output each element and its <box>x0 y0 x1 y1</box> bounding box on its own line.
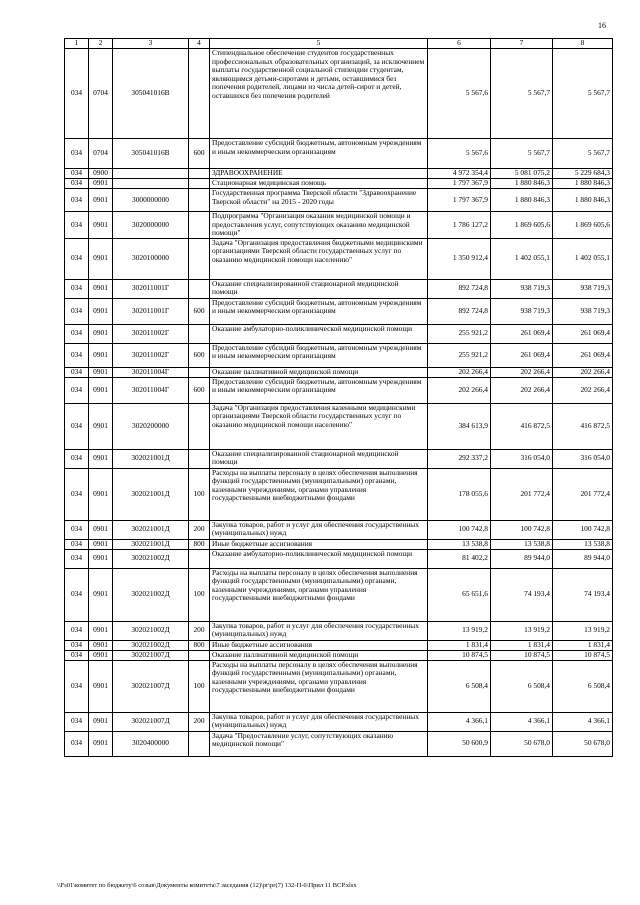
code-cell: 0901 <box>89 520 113 539</box>
amount-cell: 292 337,2 <box>428 449 491 468</box>
code-cell: 0901 <box>89 279 113 298</box>
name-cell: Оказание амбулаторно-поликлинической медицинской помощи <box>210 324 428 343</box>
code-cell: 034 <box>65 324 89 343</box>
amount-cell: 100 742,8 <box>428 520 491 539</box>
code-cell: 302021007Д <box>113 660 189 712</box>
table-row <box>65 650 613 660</box>
name-cell: Оказание специализированной стационарной медицинской помощи <box>210 449 428 468</box>
code-cell: 034 <box>65 568 89 621</box>
code-cell: 0901 <box>89 568 113 621</box>
code-cell <box>189 731 210 756</box>
code-cell: 302021007Д <box>113 712 189 731</box>
code-cell: 800 <box>189 640 210 650</box>
amount-cell: 13 919,2 <box>491 621 553 640</box>
code-cell <box>189 324 210 343</box>
table-row <box>65 621 613 640</box>
code-cell: 100 <box>189 568 210 621</box>
amount-cell: 892 724,8 <box>428 298 491 324</box>
code-cell: 034 <box>65 403 89 449</box>
code-cell: 0704 <box>89 49 113 139</box>
name-cell: Государственная программа Тверской области "Здравоохранение Тверской области" на 2015 - 2020 годы <box>210 189 428 212</box>
table-row <box>65 660 613 712</box>
code-cell: 0901 <box>89 539 113 549</box>
page-number: 16 <box>598 21 606 30</box>
amount-cell: 5 567,6 <box>428 49 491 139</box>
name-cell: Закупка товаров, работ и услуг для обеспечения государственных (муниципальных) нужд <box>210 712 428 731</box>
code-cell: 305041016В <box>113 49 189 139</box>
amount-cell: 5 567,7 <box>553 49 613 139</box>
amount-cell: 938 719,3 <box>491 279 553 298</box>
code-cell: 0901 <box>89 640 113 650</box>
code-cell <box>189 650 210 660</box>
code-cell: 302021002Д <box>113 621 189 640</box>
amount-cell: 892 724,8 <box>428 279 491 298</box>
name-cell: Оказание паллиативной медицинской помощи <box>210 367 428 377</box>
header-cell: 8 <box>553 39 613 49</box>
table-row <box>65 169 613 179</box>
code-cell: 0901 <box>89 324 113 343</box>
code-cell: 0704 <box>89 139 113 169</box>
code-cell: 034 <box>65 621 89 640</box>
code-cell: 0901 <box>89 179 113 189</box>
amount-cell: 10 874,5 <box>491 650 553 660</box>
amount-cell: 261 069,4 <box>553 343 613 367</box>
code-cell: 305041016В <box>113 139 189 169</box>
code-cell: 600 <box>189 298 210 324</box>
code-cell: 0901 <box>89 549 113 568</box>
amount-cell: 65 651,6 <box>428 568 491 621</box>
amount-cell: 938 719,3 <box>553 279 613 298</box>
code-cell <box>189 212 210 239</box>
header-cell: 2 <box>89 39 113 49</box>
amount-cell: 261 069,4 <box>491 343 553 367</box>
code-cell: 302011004Г <box>113 367 189 377</box>
code-cell: 0901 <box>89 712 113 731</box>
code-cell: 034 <box>65 49 89 139</box>
name-cell: Оказание паллиативной медицинской помощи <box>210 650 428 660</box>
amount-cell: 4 366,1 <box>553 712 613 731</box>
amount-cell: 5 081 075,2 <box>491 169 553 179</box>
code-cell: 034 <box>65 549 89 568</box>
code-cell: 034 <box>65 298 89 324</box>
header-cell: 7 <box>491 39 553 49</box>
amount-cell: 74 193,4 <box>491 568 553 621</box>
amount-cell: 5 567,7 <box>491 139 553 169</box>
amount-cell: 202 266,4 <box>491 367 553 377</box>
code-cell <box>189 189 210 212</box>
code-cell: 600 <box>189 377 210 403</box>
table-row <box>65 343 613 367</box>
amount-cell: 1 786 127,2 <box>428 212 491 239</box>
code-cell: 034 <box>65 367 89 377</box>
amount-cell: 1 880 846,3 <box>553 189 613 212</box>
amount-cell: 1 869 605,6 <box>553 212 613 239</box>
amount-cell: 261 069,4 <box>491 324 553 343</box>
table-row <box>65 520 613 539</box>
amount-cell: 100 742,8 <box>491 520 553 539</box>
header-cell: 6 <box>428 39 491 49</box>
name-cell: Задача "Предоставление услуг, сопутствующих оказанию медицинской помощи" <box>210 731 428 756</box>
code-cell: 034 <box>65 468 89 520</box>
amount-cell: 5 567,7 <box>553 139 613 169</box>
table-row <box>65 539 613 549</box>
table-row <box>65 640 613 650</box>
amount-cell: 5 229 684,3 <box>553 169 613 179</box>
code-cell: 034 <box>65 539 89 549</box>
header-cell: 5 <box>210 39 428 49</box>
amount-cell: 1 831,4 <box>553 640 613 650</box>
amount-cell: 202 266,4 <box>491 377 553 403</box>
code-cell: 0901 <box>89 367 113 377</box>
code-cell: 034 <box>65 179 89 189</box>
amount-cell: 1 402 055,1 <box>553 238 613 279</box>
amount-cell: 416 872,5 <box>553 403 613 449</box>
code-cell <box>189 179 210 189</box>
code-cell: 0901 <box>89 449 113 468</box>
name-cell: Стационарная медицинская помощь <box>210 179 428 189</box>
name-cell: Оказание амбулаторно-поликлинической медицинской помощи <box>210 549 428 568</box>
code-cell <box>189 169 210 179</box>
code-cell: 034 <box>65 343 89 367</box>
footer-file-path: \\Fs01\комитет по бюджету\6 созыв\Документы комитета\7 заседания (12)\pr\pr(7) 132-П-6\Прил 11 ВСР.xlsx <box>57 882 357 889</box>
name-cell: Оказание специализированной стационарной медицинской помощи <box>210 279 428 298</box>
code-cell: 3020100000 <box>113 238 189 279</box>
code-cell: 0901 <box>89 377 113 403</box>
code-cell: 0901 <box>89 403 113 449</box>
amount-cell: 1 831,4 <box>428 640 491 650</box>
code-cell <box>189 279 210 298</box>
amount-cell: 89 944,0 <box>553 549 613 568</box>
code-cell <box>113 169 189 179</box>
code-cell <box>189 238 210 279</box>
header-cell: 1 <box>65 39 89 49</box>
code-cell: 3020200000 <box>113 403 189 449</box>
name-cell: Иные бюджетные ассигнования <box>210 539 428 549</box>
amount-cell: 10 874,5 <box>428 650 491 660</box>
table-row <box>65 449 613 468</box>
code-cell: 200 <box>189 520 210 539</box>
code-cell: 034 <box>65 660 89 712</box>
amount-cell: 178 055,6 <box>428 468 491 520</box>
table-row <box>65 324 613 343</box>
table-row <box>65 279 613 298</box>
amount-cell: 1 880 846,3 <box>553 179 613 189</box>
name-cell: Расходы на выплаты персоналу в целях обеспечения выполнения функций государственными (муниципальными) органами, казенными учреждениями, органами управления государственными внебюджетными фондами <box>210 660 428 712</box>
amount-cell: 384 613,9 <box>428 403 491 449</box>
amount-cell: 1 797 367,9 <box>428 189 491 212</box>
code-cell: 034 <box>65 169 89 179</box>
code-cell: 034 <box>65 650 89 660</box>
table-row <box>65 49 613 139</box>
code-cell: 100 <box>189 660 210 712</box>
amount-cell: 5 567,6 <box>428 139 491 169</box>
name-cell: Предоставление субсидий бюджетным, автономным учреждениям и иным некоммерческим организациям <box>210 343 428 367</box>
code-cell: 600 <box>189 139 210 169</box>
amount-cell: 50 678,0 <box>491 731 553 756</box>
amount-cell: 1 402 055,1 <box>491 238 553 279</box>
amount-cell: 13 538,8 <box>428 539 491 549</box>
amount-cell: 316 054,0 <box>553 449 613 468</box>
amount-cell: 202 266,4 <box>553 367 613 377</box>
code-cell: 034 <box>65 377 89 403</box>
amount-cell: 938 719,3 <box>491 298 553 324</box>
table-row <box>65 731 613 756</box>
code-cell: 3020400000 <box>113 731 189 756</box>
amount-cell: 1 350 912,4 <box>428 238 491 279</box>
name-cell: Закупка товаров, работ и услуг для обеспечения государственных (муниципальных) нужд <box>210 520 428 539</box>
table-row <box>65 238 613 279</box>
name-cell: Расходы на выплаты персоналу в целях обеспечения выполнения функций государственными (муниципальными) органами, казенными учреждениями, органами управления государственными внебюджетными фондами <box>210 468 428 520</box>
table-row <box>65 568 613 621</box>
code-cell: 800 <box>189 539 210 549</box>
table-row <box>65 139 613 169</box>
table-row <box>65 468 613 520</box>
code-cell: 302011001Г <box>113 279 189 298</box>
code-cell: 600 <box>189 343 210 367</box>
amount-cell: 81 402,2 <box>428 549 491 568</box>
amount-cell: 316 054,0 <box>491 449 553 468</box>
code-cell: 0900 <box>89 169 113 179</box>
code-cell: 302011002Г <box>113 324 189 343</box>
table-row <box>65 298 613 324</box>
name-cell: Предоставление субсидий бюджетным, автономным учреждениям и иным некоммерческим организациям <box>210 139 428 169</box>
code-cell: 0901 <box>89 212 113 239</box>
header-cell: 3 <box>113 39 189 49</box>
table-row <box>65 712 613 731</box>
code-cell: 034 <box>65 520 89 539</box>
amount-cell: 261 069,4 <box>553 324 613 343</box>
header-cell: 4 <box>189 39 210 49</box>
code-cell: 0901 <box>89 660 113 712</box>
amount-cell: 89 944,0 <box>491 549 553 568</box>
amount-cell: 255 921,2 <box>428 343 491 367</box>
amount-cell: 1 797 367,9 <box>428 179 491 189</box>
table-row <box>65 377 613 403</box>
amount-cell: 6 508,4 <box>428 660 491 712</box>
amount-cell: 201 772,4 <box>553 468 613 520</box>
amount-cell: 202 266,4 <box>428 367 491 377</box>
amount-cell: 938 719,3 <box>553 298 613 324</box>
amount-cell: 74 193,4 <box>553 568 613 621</box>
code-cell: 034 <box>65 279 89 298</box>
header-row <box>65 39 613 49</box>
code-cell: 200 <box>189 621 210 640</box>
code-cell: 034 <box>65 449 89 468</box>
code-cell: 034 <box>65 189 89 212</box>
table-row <box>65 189 613 212</box>
name-cell: ЗДРАВООХРАНЕНИЕ <box>210 169 428 179</box>
amount-cell: 255 921,2 <box>428 324 491 343</box>
code-cell: 034 <box>65 640 89 650</box>
amount-cell: 13 538,8 <box>553 539 613 549</box>
code-cell: 034 <box>65 238 89 279</box>
amount-cell: 1 869 605,6 <box>491 212 553 239</box>
amount-cell: 10 874,5 <box>553 650 613 660</box>
code-cell: 302011001Г <box>113 298 189 324</box>
code-cell: 302011004Г <box>113 377 189 403</box>
table-row <box>65 549 613 568</box>
code-cell: 0901 <box>89 731 113 756</box>
code-cell: 034 <box>65 212 89 239</box>
code-cell: 0901 <box>89 343 113 367</box>
code-cell: 034 <box>65 712 89 731</box>
amount-cell: 50 678,0 <box>553 731 613 756</box>
code-cell: 302011002Г <box>113 343 189 367</box>
amount-cell: 1 880 846,3 <box>491 189 553 212</box>
code-cell <box>189 449 210 468</box>
table-row <box>65 403 613 449</box>
name-cell: Задача "Организация предоставления казенными медицинскими организациями Тверской области государственных услуг по оказанию медицинской помощи населению" <box>210 403 428 449</box>
amount-cell: 4 366,1 <box>428 712 491 731</box>
code-cell: 302021002Д <box>113 568 189 621</box>
amount-cell: 4 972 354,4 <box>428 169 491 179</box>
code-cell: 302021002Д <box>113 549 189 568</box>
table-row <box>65 212 613 239</box>
name-cell: Задача "Организация предоставления бюджетными медицинскими организациями Тверской области государственных услуг по оказанию медицинской помощи населению" <box>210 238 428 279</box>
amount-cell: 4 366,1 <box>491 712 553 731</box>
amount-cell: 202 266,4 <box>553 377 613 403</box>
code-cell: 302021001Д <box>113 520 189 539</box>
amount-cell: 1 831,4 <box>491 640 553 650</box>
name-cell: Подпрограмма "Организация оказания медицинской помощи и предоставления услуг, сопутствующих оказанию медицинской помощи" <box>210 212 428 239</box>
code-cell: 302021001Д <box>113 539 189 549</box>
name-cell: Предоставление субсидий бюджетным, автономным учреждениям и иным некоммерческим организациям <box>210 298 428 324</box>
amount-cell: 202 266,4 <box>428 377 491 403</box>
code-cell: 0901 <box>89 189 113 212</box>
code-cell: 0901 <box>89 468 113 520</box>
amount-cell: 6 508,4 <box>553 660 613 712</box>
code-cell: 034 <box>65 731 89 756</box>
code-cell: 302021001Д <box>113 449 189 468</box>
budget-table <box>64 38 613 757</box>
name-cell: Закупка товаров, работ и услуг для обеспечения государственных (муниципальных) нужд <box>210 621 428 640</box>
amount-cell: 50 600,9 <box>428 731 491 756</box>
code-cell: 302021002Д <box>113 640 189 650</box>
amount-cell: 201 772,4 <box>491 468 553 520</box>
code-cell: 302021007Д <box>113 650 189 660</box>
amount-cell: 416 872,5 <box>491 403 553 449</box>
name-cell: Предоставление субсидий бюджетным, автономным учреждениям и иным некоммерческим организациям <box>210 377 428 403</box>
name-cell: Иные бюджетные ассигнования <box>210 640 428 650</box>
code-cell: 3020000000 <box>113 212 189 239</box>
code-cell <box>113 179 189 189</box>
code-cell: 200 <box>189 712 210 731</box>
code-cell: 302021001Д <box>113 468 189 520</box>
code-cell: 100 <box>189 468 210 520</box>
code-cell <box>189 549 210 568</box>
amount-cell: 13 538,8 <box>491 539 553 549</box>
amount-cell: 13 919,2 <box>428 621 491 640</box>
code-cell: 034 <box>65 139 89 169</box>
name-cell: Стипендиальное обеспечение студентов государственных профессиональных образовательных организаций, за исключением выплаты государственной социальной стипендии студентам, являющимся детьми-сиротами и детьми, оставшимися без попечения родителей, лицами из числа детей-сирот и детей, оставшихся без попечения родителей <box>210 49 428 139</box>
code-cell <box>189 49 210 139</box>
code-cell <box>189 367 210 377</box>
amount-cell: 5 567,7 <box>491 49 553 139</box>
amount-cell: 100 742,8 <box>553 520 613 539</box>
amount-cell: 6 508,4 <box>491 660 553 712</box>
amount-cell: 1 880 846,3 <box>491 179 553 189</box>
name-cell: Расходы на выплаты персоналу в целях обеспечения выполнения функций государственными (муниципальными) органами, казенными учреждениями, органами управления государственными внебюджетными фондами <box>210 568 428 621</box>
code-cell: 0901 <box>89 298 113 324</box>
amount-cell: 13 919,2 <box>553 621 613 640</box>
code-cell: 3000000000 <box>113 189 189 212</box>
code-cell: 0901 <box>89 238 113 279</box>
code-cell <box>189 403 210 449</box>
table-row <box>65 179 613 189</box>
table-row <box>65 367 613 377</box>
code-cell: 0901 <box>89 621 113 640</box>
code-cell: 0901 <box>89 650 113 660</box>
